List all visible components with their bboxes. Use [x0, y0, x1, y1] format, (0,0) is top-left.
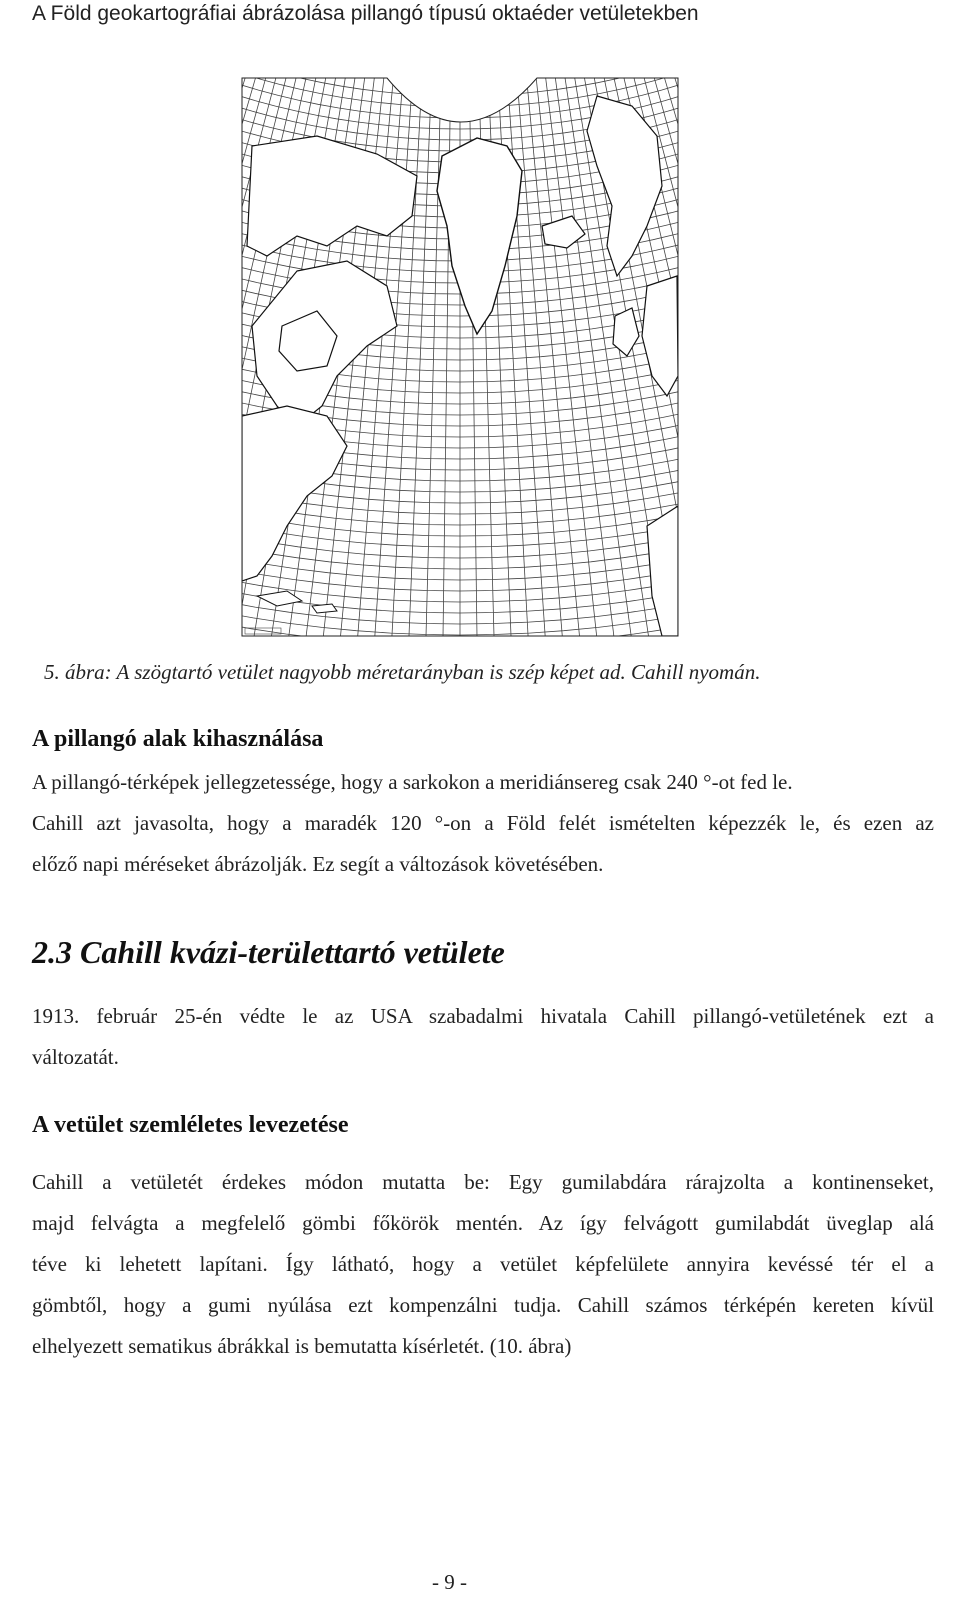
paragraph-line: Cahill azt javasolta, hogy a maradék 120 °-on a Föld felét ismételten képezzék le, és ezen az: [32, 811, 934, 835]
meridian-line: [536, 76, 603, 638]
paragraph-line: változatát.: [32, 1045, 119, 1069]
paragraph-line: elhelyezett sematikus ábrákkal is bemutatta kísérletét. (10. ábra): [32, 1334, 572, 1358]
page-number: - 9 -: [432, 1570, 467, 1594]
paragraph-line: majd felvágta a megfelelő gömbi főkörök mentén. Az így felvágott gumilabdát üveglap alá: [32, 1211, 934, 1235]
paragraph-line: téve ki lehetett lapítani. Így látható, hogy a vetület képfelülete annyira kevéssé tér el a: [32, 1252, 934, 1276]
paragraph-line: gömbtől, hogy a gumi nyúlása ezt kompenzálni tudja. Cahill számos térképén kereten kívül: [32, 1293, 934, 1317]
meridian-line: [424, 76, 441, 638]
paragraph-pillango: [32, 762, 934, 885]
section-heading: A vetület szemléletes levezetése: [32, 1112, 349, 1138]
figure-caption: 5. ábra: A szögtartó vetület nagyobb méretarányban is szép képet ad. Cahill nyomán.: [44, 660, 761, 684]
paragraph-line: Cahill a vetületét érdekes módon mutatta be: Egy gumilabdára rárajzolta a kontinenseket,: [32, 1170, 934, 1194]
paragraph-szabadalom: [32, 996, 934, 1078]
map-figure: [237, 76, 683, 638]
cahill-map-illustration: [237, 76, 683, 638]
section-heading-2-3: 2.3 Cahill kvázi-területtartó vetülete: [32, 934, 505, 970]
paragraph-line: előző napi méréseket ábrázolják. Ez segít a változások követésében.: [32, 852, 604, 876]
running-header: A Föld geokartográfiai ábrázolása pillangó típusú oktaéder vetületekben: [32, 2, 699, 25]
paragraph-levezetes: [32, 1162, 934, 1367]
paragraph-line: A pillangó-térképek jellegzetessége, hogy a sarkokon a meridiánsereg csak 240 °-ot fed le.: [32, 770, 793, 794]
paragraph-line: 1913. február 25-én védte le az USA szabadalmi hivatala Cahill pillangó-vetületének ezt a: [32, 1004, 934, 1028]
section-heading: A pillangó alak kihasználása: [32, 726, 324, 752]
